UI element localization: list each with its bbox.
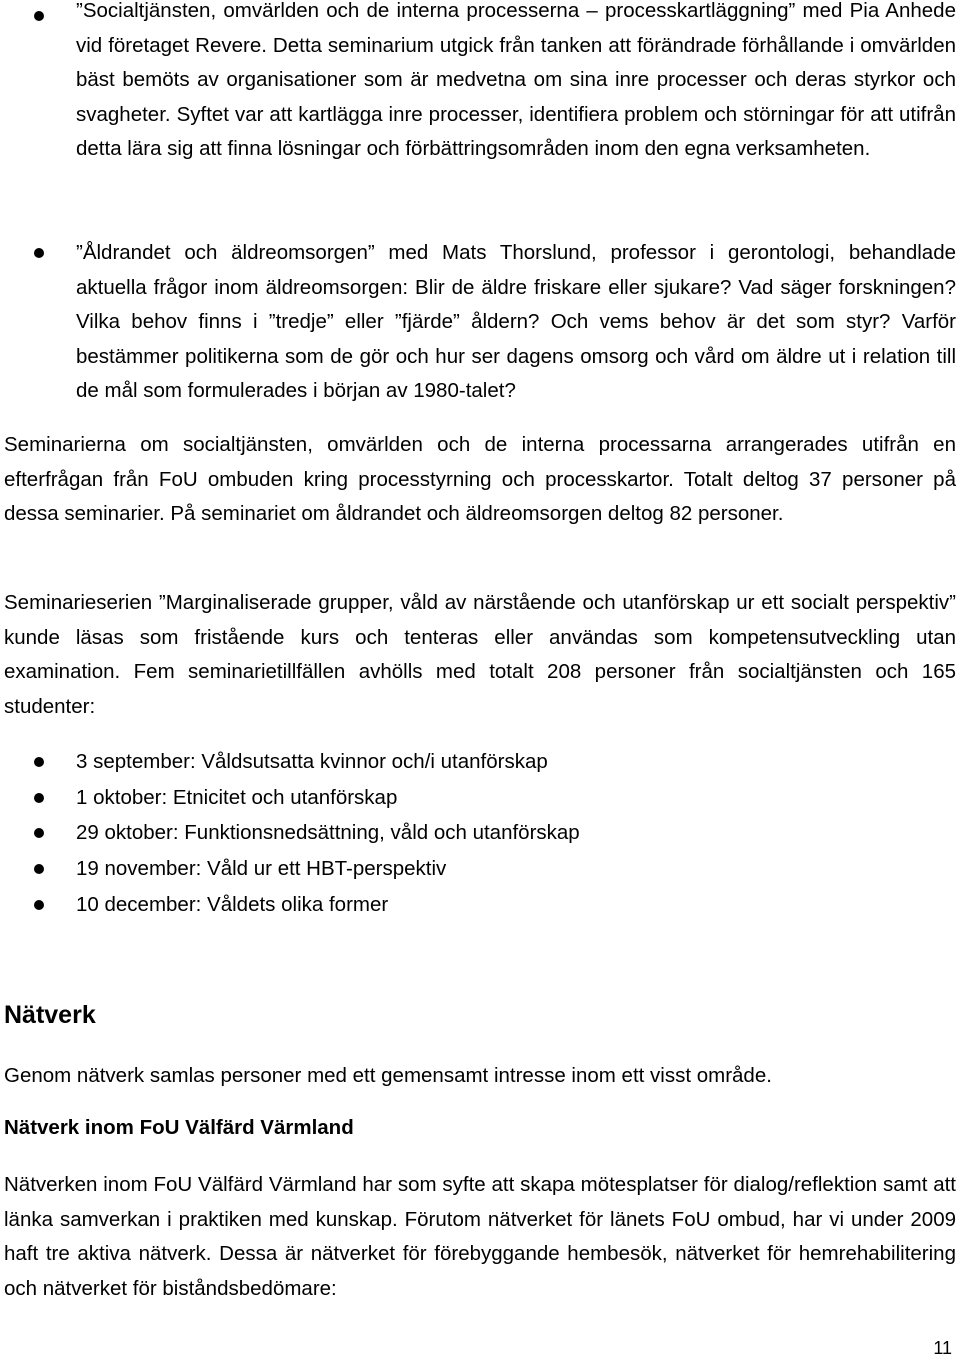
list-item-text: 3 september: Våldsutsatta kvinnor och/i utanförskap [76, 750, 548, 773]
bullet-icon [34, 828, 44, 838]
list-item [0, 816, 960, 850]
paragraph-seminar-series: Seminarieserien ”Marginaliserade grupper, våld av närstående och utanförskap ur ett socialt perspektiv” kunde läsas som fristående kurs och tenteras eller användas som kompetensutveckling utan examination. Fem seminarietillfällen avhölls med totalt 208 personer från socialtjänsten och 165 studenter: [4, 591, 956, 718]
bullet-icon [34, 11, 44, 21]
paragraph-fou-network: Nätverken inom FoU Välfärd Värmland har som syfte att skapa mötesplatser för dialog/reflektion samt att länka samverkan i praktiken med kunskap. Förutom nätverket för länets FoU ombud, har vi under 2009 haft tre aktiva nätverk. Dessa är nätverket för förebyggande hembesök, nätverket för hemrehabilitering och nätverket för biståndsbedömare: [4, 1173, 956, 1300]
bullet-icon [34, 900, 44, 910]
bullet-text: ”Socialtjänsten, omvärlden och de interna processerna – processkartläggning” med Pia Anhede vid företaget Revere. Detta seminarium utgick från tanken att förändrade förhållande i omvärlden bäst bemöts av organisationer som är medvetna om sina inre processer och deras styrkor och svagheter. Syftet var att kartlägga inre processer, identifiera problem och störningar för att utifrån detta lära sig att finna lösningar och förbättringsområden inom den egna verksamheten. [76, 0, 956, 160]
bullet-icon [34, 248, 44, 258]
list-item [0, 888, 960, 922]
bullet-text: ”Åldrandet och äldreomsorgen” med Mats Thorslund, professor i gerontologi, behandlade aktuella frågor inom äldreomsorgen: Blir de äldre friskare eller sjukare? Vad säger forskningen? Vilka behov finns i ”tredje” eller ”fjärde” åldern? Och vems behov är det som styr? Varför bestämmer politikerna som de gör och hur ser dagens omsorg och vård om äldre ut i relation till de mål som formulerades i början av 1980-talet? [76, 241, 956, 402]
list-item-text: 1 oktober: Etnicitet och utanförskap [76, 786, 398, 809]
bullet-icon [34, 757, 44, 767]
paragraph-seminars: Seminarierna om socialtjänsten, omvärlden och de interna processarna arrangerades utifrån en efterfrågan från FoU ombuden kring processtyrning och processkartor. Totalt deltog 37 personer på dessa seminarier. På seminariet om åldrandet och äldreomsorgen deltog 82 personer. [4, 433, 956, 525]
bullet-icon [34, 864, 44, 874]
page-number: 11 [933, 1338, 952, 1358]
list-item [0, 745, 960, 779]
list-item-text: 19 november: Våld ur ett HBT-perspektiv [76, 857, 447, 880]
list-item-text: 10 december: Våldets olika former [76, 893, 389, 916]
list-item-text: 29 oktober: Funktionsnedsättning, våld och utanförskap [76, 821, 580, 844]
list-item [0, 852, 960, 886]
paragraph-network: Genom nätverk samlas personer med ett gemensamt intresse inom ett visst område. [4, 1064, 772, 1087]
subheading-fou-network: Nätverk inom FoU Välfärd Värmland [4, 1116, 354, 1139]
list-item [0, 781, 960, 815]
bullet-icon [34, 793, 44, 803]
section-heading-network: Nätverk [4, 1001, 96, 1029]
